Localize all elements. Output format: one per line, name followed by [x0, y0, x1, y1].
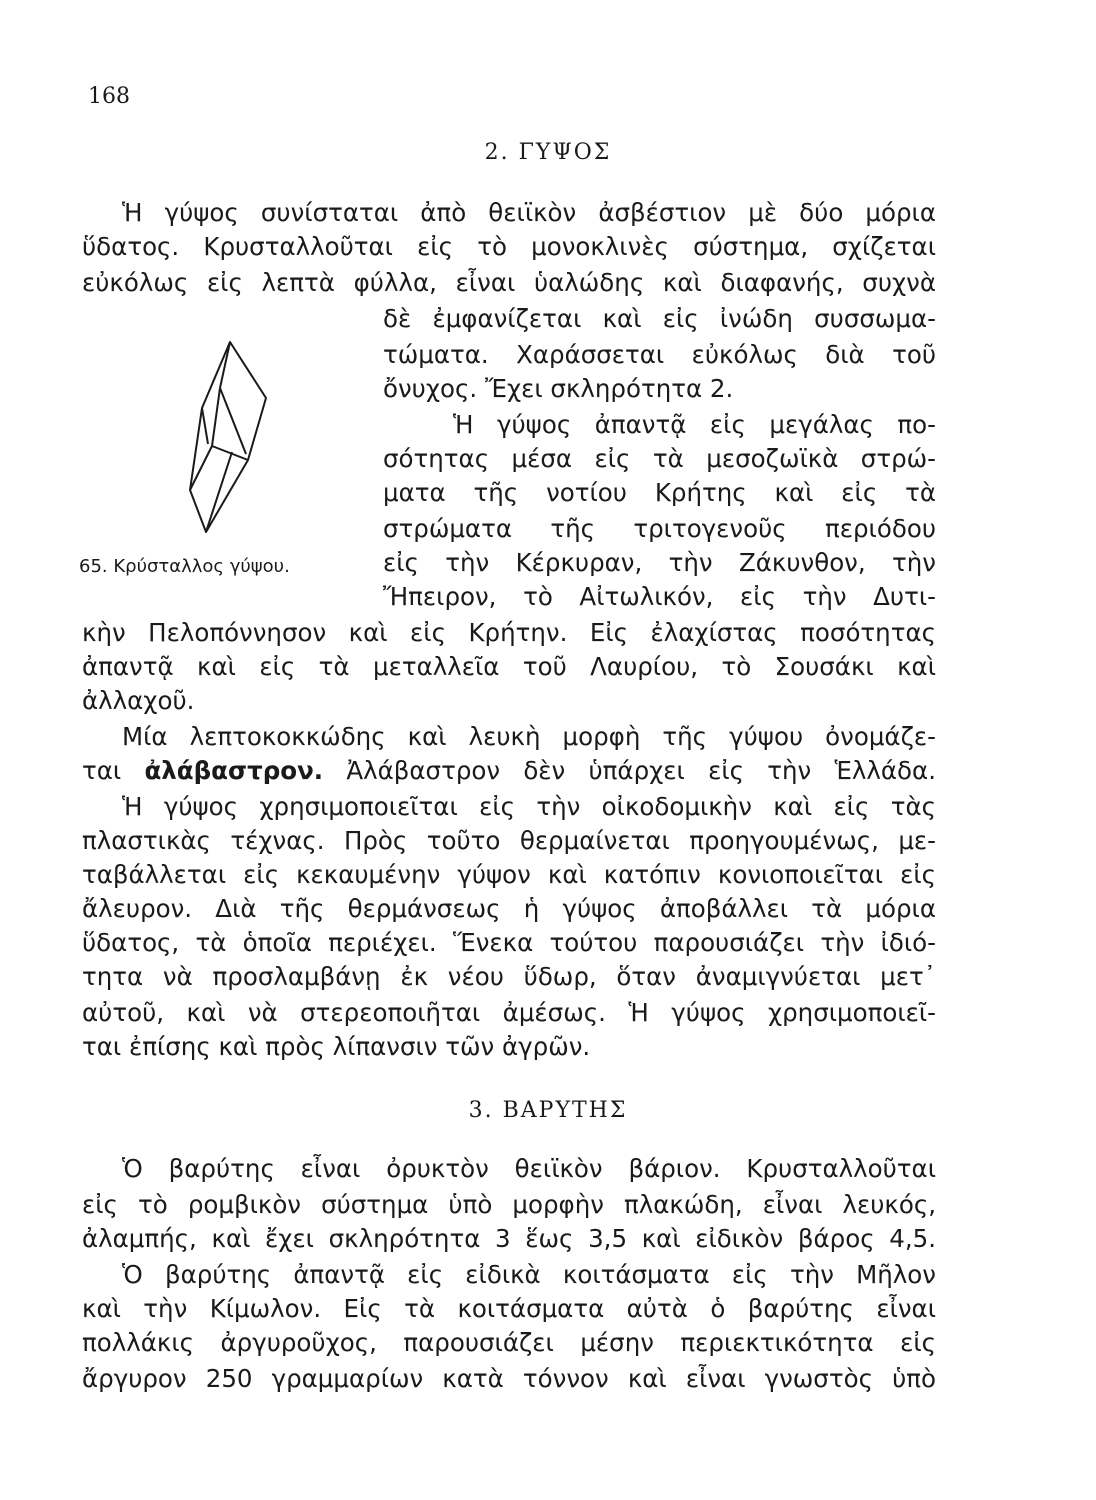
text-line: σότητας μέσα εἰς τὰ μεσοζωϊκὰ στρώ-	[383, 444, 936, 473]
text-line: τώματα. Χαράσσεται εὐκόλως διὰ τοῦ	[383, 340, 936, 369]
text-fragment: ται	[82, 756, 122, 785]
text-line: ταβάλλεται εἰς κεκαυμένην γύψον καὶ κατόπιν κονιοποιεῖται εἰς	[82, 860, 936, 889]
text-line: ἄργυρον 250 γραμμαρίων κατὰ τόννον καὶ εἶναι γνωστὸς ὑπὸ	[82, 1364, 936, 1393]
text-line: Ἤπειρον, τὸ Αἰτωλικόν, εἰς τὴν Δυτι-	[383, 582, 936, 611]
text-line: τητα νὰ προσλαμβάνῃ ἐκ νέου ὕδωρ, ὅταν ἀναμιγνύεται μετ᾽	[82, 962, 936, 991]
text-line: Ἡ γύψος συνίσταται ἀπὸ θειϊκὸν ἀσβέστιον μὲ δύο μόρια	[122, 198, 936, 227]
section-heading-barite: 3. ΒΑΡΥΤΗΣ	[468, 1098, 628, 1123]
text-line: ὕδατος, τὰ ὁποῖα περιέχει. Ἕνεκα τούτου παρουσιάζει τὴν ἰδιό-	[82, 928, 936, 957]
text-line: ὕδατος. Κρυσταλλοῦται εἰς τὸ μονοκλινὲς σύστημα, σχίζεται	[82, 232, 936, 261]
term-alabaster: ἀλάβαστρον.	[144, 756, 324, 785]
text-line: δὲ ἐμφανίζεται καὶ εἰς ἰνώδη συσσωμα-	[383, 304, 936, 333]
text-line: πολλάκις ἀργυροῦχος, παρουσιάζει μέσην περιεκτικότητα εἰς	[82, 1328, 936, 1357]
text-line: Μία λεπτοκοκκώδης καὶ λευκὴ μορφὴ τῆς γύψου ὀνομάζε-	[122, 722, 936, 751]
page-number: 168	[88, 84, 130, 109]
text-line: ἀλλαχοῦ.	[82, 686, 195, 715]
gypsum-crystal-figure	[180, 340, 270, 540]
text-line	[82, 756, 936, 786]
text-line: πλαστικὰς τέχνας. Πρὸς τοῦτο θερμαίνεται προηγουμένως, με-	[82, 826, 936, 855]
text-line: ται ἐπίσης καὶ πρὸς λίπανσιν τῶν ἀγρῶν.	[82, 1032, 591, 1061]
text-line: αὐτοῦ, καὶ νὰ στερεοποιῆται ἀμέσως. Ἡ γύψος χρησιμοποιεῖ-	[82, 998, 936, 1027]
text-line: Ὁ βαρύτης ἀπαντᾷ εἰς εἰδικὰ κοιτάσματα εἰς τὴν Μῆλον	[122, 1260, 936, 1289]
text-line: καὶ τὴν Κίμωλον. Εἰς τὰ κοιτάσματα αὐτὰ ὁ βαρύτης εἶναι	[82, 1294, 936, 1323]
text-line: κὴν Πελοπόννησον καὶ εἰς Κρήτην. Εἰς ἐλαχίστας ποσότητας	[82, 618, 936, 647]
text-line: ἀπαντᾷ καὶ εἰς τὰ μεταλλεῖα τοῦ Λαυρίου, τὸ Σουσάκι καὶ	[82, 652, 936, 681]
text-line: Ἡ γύψος ἀπαντᾷ εἰς μεγάλας πο-	[453, 410, 936, 439]
text-line: εὐκόλως εἰς λεπτὰ φύλλα, εἶναι ὑαλώδης καὶ διαφανής, συχνὰ	[82, 268, 936, 297]
text-line: ἀλαμπής, καὶ ἔχει σκληρότητα 3 ἕως 3,5 καὶ εἰδικὸν βάρος 4,5.	[82, 1224, 936, 1253]
text-line: στρώματα τῆς τριτογενοῦς περιόδου	[383, 514, 936, 543]
section-heading-gypsum: 2. ΓΥΨΟΣ	[484, 140, 612, 165]
text-line: Ὁ βαρύτης εἶναι ὀρυκτὸν θειϊκὸν βάριον. Κρυσταλλοῦται	[122, 1154, 936, 1183]
text-fragment: Ἀλάβαστρον δὲν ὑπάρχει εἰς τὴν Ἑλλάδα.	[346, 756, 936, 785]
text-line: Ἡ γύψος χρησιμοποιεῖται εἰς τὴν οἰκοδομικὴν καὶ εἰς τὰς	[122, 792, 936, 821]
figure-caption: 65. Κρύσταλλος γύψου.	[79, 556, 290, 577]
text-line: ματα τῆς νοτίου Κρήτης καὶ εἰς τὰ	[383, 478, 936, 507]
text-line: ἄλευρον. Διὰ τῆς θερμάνσεως ἡ γύψος ἀποβάλλει τὰ μόρια	[82, 894, 936, 923]
text-line: εἰς τὴν Κέρκυραν, τὴν Ζάκυνθον, τὴν	[383, 548, 936, 577]
text-line: ὄνυχος. Ἔχει σκληρότητα 2.	[383, 374, 734, 403]
text-line: εἰς τὸ ρομβικὸν σύστημα ὑπὸ μορφὴν πλακώδη, εἶναι λευκός,	[82, 1190, 936, 1219]
